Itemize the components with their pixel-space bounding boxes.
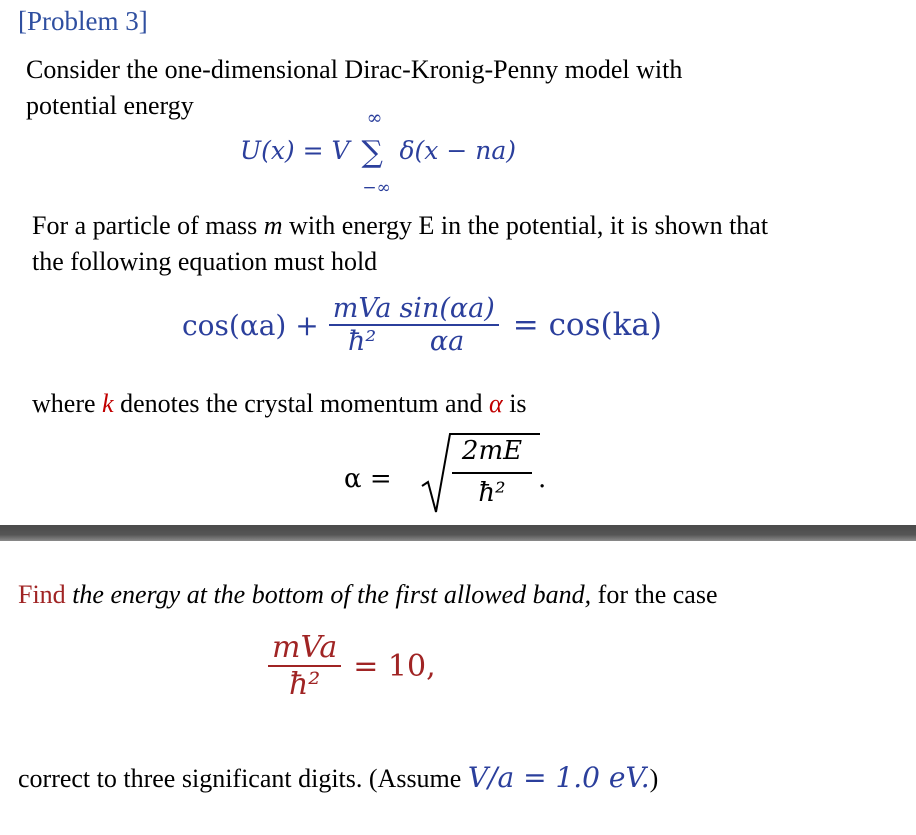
body-line-1-mass: m <box>263 211 283 240</box>
sum-upper-limit: ∞ <box>366 106 383 129</box>
where-line <box>32 386 527 422</box>
intro-line-1: Consider the one-dimensional Dirac-Kronig-Penny model with <box>26 55 683 84</box>
band-frac1-num: mVa <box>332 293 392 324</box>
body-line-1-pre: For a particle of mass <box>32 211 264 240</box>
alpha-num: 2mE <box>461 436 523 466</box>
question-italic: the energy at the bottom of the first allowed band, <box>65 580 592 609</box>
alpha-lhs: α = <box>344 464 392 494</box>
section-divider <box>0 525 916 541</box>
sum-symbol: ∑ <box>361 134 383 170</box>
band-fraction-1 <box>329 293 396 357</box>
where-pre: where <box>32 389 103 418</box>
sum-lower-limit: −∞ <box>362 177 391 198</box>
footer-math: V/a = 1.0 eV. <box>467 761 650 794</box>
question-line <box>18 577 718 613</box>
intro-line-2: potential energy <box>26 91 194 120</box>
band-equation <box>182 293 662 357</box>
body-line-2: the following equation must hold <box>32 247 378 276</box>
footer-line <box>18 760 658 797</box>
problem-label: [Problem 3] <box>18 6 148 36</box>
summation <box>358 106 392 198</box>
case-equation <box>268 630 436 702</box>
where-alpha: α <box>489 389 503 418</box>
footer-close: ) <box>649 764 659 793</box>
band-lhs: cos(αa) + <box>182 308 319 342</box>
band-fraction-2 <box>395 293 498 357</box>
where-k: k <box>102 389 114 418</box>
body-line-1-post: with energy E in the potential, it is shown that <box>282 211 769 240</box>
band-frac1-den: ħ² <box>347 326 377 357</box>
body-line-1 <box>32 208 768 244</box>
footer-text: correct to three significant digits. (Assume <box>18 764 468 793</box>
potential-lhs: U(x) = V <box>240 136 350 165</box>
potential-equation <box>240 106 516 198</box>
where-mid: denotes the crystal momentum and <box>113 389 490 418</box>
question-rest: for the case <box>591 580 718 609</box>
potential-term: δ(x − na) <box>399 136 516 165</box>
case-den: ħ² <box>288 667 321 702</box>
alpha-frac-bar <box>452 472 532 474</box>
where-post: is <box>502 389 527 418</box>
alpha-period: . <box>538 464 547 494</box>
case-num: mVa <box>272 630 338 665</box>
case-fraction <box>268 630 341 702</box>
band-frac2-num: sin(αa) <box>399 293 495 324</box>
band-frac2-den: αa <box>429 326 465 357</box>
question-find: Find <box>18 580 66 609</box>
case-rhs: = 10, <box>353 648 436 684</box>
alpha-den: ħ² <box>478 478 506 508</box>
band-rhs: = cos(ka) <box>512 307 662 343</box>
